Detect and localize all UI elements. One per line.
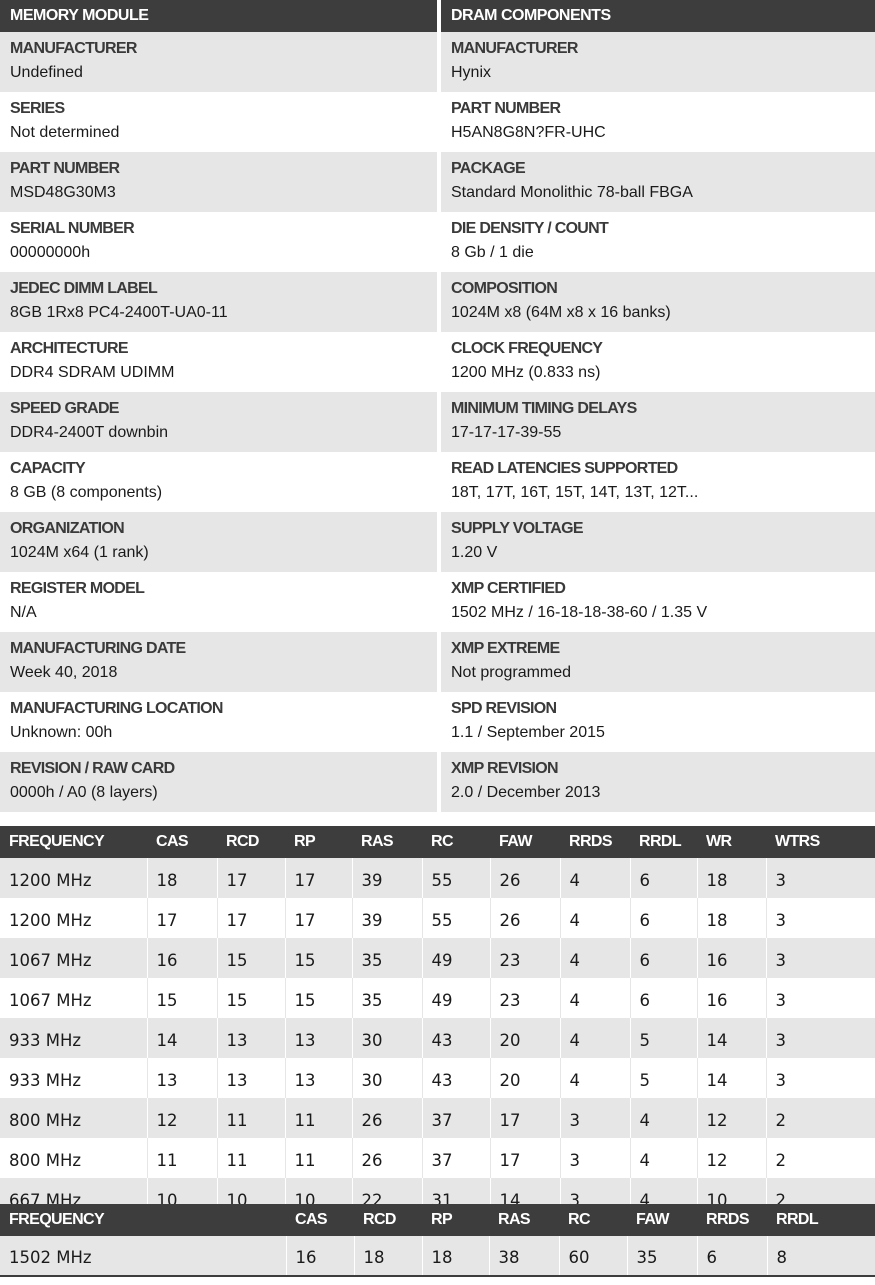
timing-cell: 18 [147,858,217,898]
section-separator [0,819,875,826]
memory-module-field [0,752,437,812]
memory-module-field-label: REGISTER MODEL [10,580,145,597]
timing-cell: 6 [630,898,697,938]
timing-cell: 15 [285,978,352,1018]
dram-components-field [441,752,875,812]
timing-cell: 1067 MHz [9,990,92,1010]
dram-components-field-value: Hynix [451,64,492,81]
memory-module-header: MEMORY MODULE [0,0,437,32]
xmp-column-header: FAW [636,1211,669,1228]
memory-module-field-label: SPEED GRADE [10,400,119,417]
timing-cell: 10 [147,1178,217,1218]
timing-cell: 4 [560,858,630,898]
xmp-column-header: CAS [295,1211,327,1228]
memory-module-field [0,92,437,152]
xmp-header-row [0,1204,875,1236]
memory-module-field [0,632,437,692]
xmp-cell: 6 [697,1236,767,1276]
timing-cell: 4 [560,978,630,1018]
timing-cell: 26 [352,1138,422,1178]
timing-row [0,898,875,938]
dram-components-field-label: CLOCK FREQUENCY [451,340,603,357]
memory-module-field-label: SERIES [10,100,65,117]
memory-module-field-value: MSD48G30M3 [10,184,116,201]
timing-cell: 4 [630,1098,697,1138]
timing-cell: 800 MHz [9,1110,82,1130]
timing-table [0,826,875,1218]
timing-cell: 13 [285,1058,352,1098]
memory-module-field-value: DDR4 SDRAM UDIMM [10,364,175,381]
timing-cell: 43 [422,1018,490,1058]
memory-module-field [0,512,437,572]
memory-module-field-value: 0000h / A0 (8 layers) [10,784,158,801]
dram-components-field [441,512,875,572]
timing-cell: 5 [630,1018,697,1058]
timing-cell: 26 [490,858,560,898]
timing-cell: 18 [697,898,766,938]
timing-cell: 30 [352,1058,422,1098]
xmp-cell: 18 [354,1236,422,1276]
memory-module-field-value: DDR4-2400T downbin [10,424,169,441]
timing-cell: 26 [490,898,560,938]
timing-cell: 15 [217,978,285,1018]
timing-cell: 30 [352,1018,422,1058]
timing-cell: 1067 MHz [9,950,92,970]
timing-cell: 14 [697,1018,766,1058]
timing-cell: 4 [560,938,630,978]
timing-cell: 3 [766,978,875,1018]
timing-column-header: RRDS [569,833,612,850]
timing-cell: 39 [352,858,422,898]
timing-cell: 37 [422,1098,490,1138]
timing-cell: 800 MHz [9,1150,82,1170]
timing-cell: 11 [285,1098,352,1138]
timing-cell: 13 [285,1018,352,1058]
timing-cell: 3 [766,858,875,898]
xmp-timing-table [0,1204,875,1277]
timing-cell: 11 [217,1138,285,1178]
memory-module-field-label: CAPACITY [10,460,85,477]
timing-cell: 6 [630,938,697,978]
xmp-cell: 18 [422,1236,489,1276]
xmp-column-header: RAS [498,1211,530,1228]
timing-cell: 2 [766,1178,875,1218]
timing-row [0,1098,875,1138]
timing-cell: 10 [217,1178,285,1218]
xmp-table-body [0,1236,875,1276]
dram-components-field [441,152,875,212]
timing-cell: 17 [285,898,352,938]
timing-cell: 5 [630,1058,697,1098]
timing-cell: 933 MHz [9,1030,82,1050]
dram-components-field [441,332,875,392]
timing-cell: 6 [630,858,697,898]
timing-cell: 3 [766,938,875,978]
timing-cell: 16 [697,938,766,978]
timing-cell: 55 [422,898,490,938]
timing-cell: 2 [766,1098,875,1138]
timing-cell: 39 [352,898,422,938]
timing-cell: 17 [217,858,285,898]
xmp-column-header: FREQUENCY [9,1211,105,1228]
timing-cell: 17 [147,898,217,938]
timing-cell: 11 [217,1098,285,1138]
timing-cell: 26 [352,1098,422,1138]
memory-module-field-label: SERIAL NUMBER [10,220,134,237]
dram-components-field-label: SUPPLY VOLTAGE [451,520,583,537]
timing-column-header: RCD [226,833,259,850]
dram-components-field [441,572,875,632]
timing-row [0,1058,875,1098]
memory-module-field [0,32,437,92]
timing-cell: 3 [560,1098,630,1138]
dram-components-field-value: 1.20 V [451,544,498,561]
timing-cell: 4 [560,898,630,938]
timing-cell: 933 MHz [9,1070,82,1090]
memory-module-field-label: JEDEC DIMM LABEL [10,280,158,297]
memory-module-field [0,212,437,272]
dram-components-field-value: H5AN8G8N?FR-UHC [451,124,606,141]
timing-cell: 6 [630,978,697,1018]
timing-cell: 3 [560,1138,630,1178]
dram-components-field-value: 8 Gb / 1 die [451,244,534,261]
memory-module-field-label: PART NUMBER [10,160,120,177]
timing-column-header: RC [431,833,453,850]
timing-cell: 14 [697,1058,766,1098]
dram-components-field [441,452,875,512]
timing-cell: 13 [217,1018,285,1058]
xmp-column-header: RRDL [776,1211,819,1228]
timing-cell: 4 [630,1138,697,1178]
timing-column-header: FREQUENCY [9,833,105,850]
dram-components-field-value: 1502 MHz / 16-18-18-38-60 / 1.35 V [451,604,708,621]
xmp-row [0,1236,875,1276]
timing-column-header: WR [706,833,732,850]
timing-cell: 12 [697,1098,766,1138]
timing-column-header: CAS [156,833,188,850]
dram-components-field [441,632,875,692]
timing-cell: 20 [490,1058,560,1098]
timing-row [0,938,875,978]
timing-cell: 12 [697,1138,766,1178]
xmp-cell: 1502 MHz [9,1248,92,1267]
dram-components-field-label: SPD REVISION [451,700,557,717]
timing-cell: 12 [147,1098,217,1138]
dram-components-field [441,32,875,92]
timing-table-body [0,858,875,1218]
timing-cell: 16 [697,978,766,1018]
memory-module-field-label: MANUFACTURER [10,40,137,57]
timing-cell: 4 [630,1178,697,1218]
timing-cell: 4 [560,1018,630,1058]
timing-cell: 37 [422,1138,490,1178]
timing-cell: 35 [352,978,422,1018]
xmp-column-header: RCD [363,1211,396,1228]
xmp-cell: 16 [286,1236,354,1276]
memory-module-field [0,452,437,512]
dram-components-field-label: MINIMUM TIMING DELAYS [451,400,637,417]
timing-cell: 11 [285,1138,352,1178]
timing-cell: 43 [422,1058,490,1098]
xmp-cell: 38 [489,1236,559,1276]
timing-cell: 13 [217,1058,285,1098]
memory-module-field [0,332,437,392]
timing-cell: 14 [490,1178,560,1218]
memory-module-field-label: ORGANIZATION [10,520,124,537]
dram-components-field-label: PACKAGE [451,160,525,177]
timing-cell: 16 [147,938,217,978]
dram-components-field-label: XMP CERTIFIED [451,580,566,597]
memory-module-field-value: 1024M x64 (1 rank) [10,544,149,561]
xmp-cell: 8 [767,1236,875,1276]
timing-cell: 31 [422,1178,490,1218]
timing-cell: 1200 MHz [9,910,92,930]
memory-module-field [0,152,437,212]
dram-components-field-value: Not programmed [451,664,572,681]
memory-module-field-value: Undefined [10,64,83,81]
timing-row [0,1018,875,1058]
memory-module-field-value: Not determined [10,124,120,141]
memory-module-field-value: 8GB 1Rx8 PC4-2400T-UA0-11 [10,304,228,321]
memory-module-field-label: MANUFACTURING LOCATION [10,700,223,717]
timing-cell: 667 MHz [9,1190,82,1210]
timing-cell: 1200 MHz [9,870,92,890]
dram-components-field [441,392,875,452]
timing-cell: 20 [490,1018,560,1058]
dram-components-column [441,0,875,819]
timing-cell: 17 [490,1098,560,1138]
timing-cell: 22 [352,1178,422,1218]
memory-module-field [0,692,437,752]
memory-module-column [0,0,437,819]
dram-components-field-value: 18T, 17T, 16T, 15T, 14T, 13T, 12T... [451,484,699,501]
timing-cell: 23 [490,978,560,1018]
timing-cell: 15 [147,978,217,1018]
timing-cell: 10 [285,1178,352,1218]
timing-row [0,858,875,898]
timing-cell: 17 [490,1138,560,1178]
memory-module-field-label: ARCHITECTURE [10,340,128,357]
memory-module-field [0,272,437,332]
memory-module-field-value: N/A [10,604,37,621]
dram-components-fields [441,32,875,812]
timing-cell: 11 [147,1138,217,1178]
timing-column-header: RP [294,833,316,850]
timing-cell: 15 [217,938,285,978]
xmp-column-header: RRDS [706,1211,749,1228]
timing-column-header: WTRS [775,833,820,850]
dram-components-header: DRAM COMPONENTS [441,0,875,32]
dram-components-field-value: 1.1 / September 2015 [451,724,605,741]
dram-components-field [441,692,875,752]
memory-module-field-label: REVISION / RAW CARD [10,760,175,777]
dram-components-field-label: READ LATENCIES SUPPORTED [451,460,678,477]
xmp-column-header: RC [568,1211,590,1228]
memory-module-field-value: Week 40, 2018 [10,664,118,681]
timing-cell: 14 [147,1018,217,1058]
timing-cell: 55 [422,858,490,898]
timing-cell: 23 [490,938,560,978]
dram-components-field-value: 17-17-17-39-55 [451,424,562,441]
dram-components-field-label: XMP REVISION [451,760,558,777]
timing-cell: 18 [697,858,766,898]
timing-cell: 49 [422,938,490,978]
xmp-cell: 35 [627,1236,697,1276]
xmp-cell: 60 [559,1236,627,1276]
dram-components-field-label: COMPOSITION [451,280,558,297]
dram-components-field-label: MANUFACTURER [451,40,578,57]
timing-cell: 4 [560,1058,630,1098]
dram-components-field-value: 1200 MHz (0.833 ns) [451,364,601,381]
dram-components-field-value: Standard Monolithic 78-ball FBGA [451,184,693,201]
timing-cell: 17 [285,858,352,898]
timing-cell: 15 [285,938,352,978]
timing-cell: 35 [352,938,422,978]
xmp-column-header: RP [431,1211,453,1228]
timing-cell: 2 [766,1138,875,1178]
timing-cell: 3 [766,898,875,938]
timing-cell: 3 [560,1178,630,1218]
dram-components-field [441,272,875,332]
timing-row [0,978,875,1018]
timing-column-header: FAW [499,833,532,850]
dram-components-field-label: PART NUMBER [451,100,561,117]
timing-cell: 10 [697,1178,766,1218]
dram-components-field-label: DIE DENSITY / COUNT [451,220,609,237]
timing-cell: 17 [217,898,285,938]
timing-row [0,1138,875,1178]
dram-components-field-label: XMP EXTREME [451,640,560,657]
timing-cell: 13 [147,1058,217,1098]
memory-module-field-label: MANUFACTURING DATE [10,640,186,657]
timing-column-header: RAS [361,833,393,850]
timing-cell: 49 [422,978,490,1018]
memory-module-field-value: 8 GB (8 components) [10,484,163,501]
dram-components-field-value: 1024M x8 (64M x8 x 16 banks) [451,304,671,321]
dram-components-field-value: 2.0 / December 2013 [451,784,601,801]
memory-module-field-value: Unknown: 00h [10,724,113,741]
memory-module-fields [0,32,437,812]
dram-components-field [441,212,875,272]
memory-module-field [0,392,437,452]
dram-components-field [441,92,875,152]
memory-module-field-value: 00000000h [10,244,91,261]
memory-module-field [0,572,437,632]
timing-cell: 3 [766,1018,875,1058]
timing-cell: 3 [766,1058,875,1098]
timing-header-row [0,826,875,858]
timing-column-header: RRDL [639,833,682,850]
